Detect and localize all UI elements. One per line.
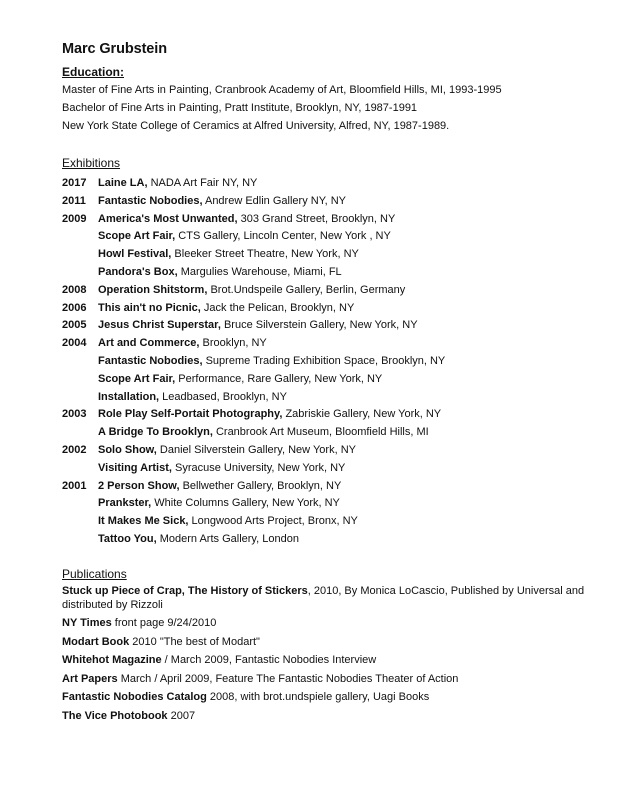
exhibition-venue: Bellwether Gallery, Brooklyn, NY [179, 479, 342, 492]
exhibition-row [62, 193, 602, 211]
exhibition-venue: Bruce Silverstein Gallery, New York, NY [220, 319, 418, 332]
exhibition-title: Prankster, [98, 497, 152, 510]
exhibition-venue: Leadbased, Brooklyn, NY [159, 390, 287, 403]
exhibition-venue: Cranbrook Art Museum, Bloomfield Hills, MI [212, 426, 429, 439]
exhibition-title: Role Play Self-Portait Photography, [98, 408, 283, 421]
exhibition-title: America's Most Unwanted, [98, 212, 238, 225]
publication-title: The Vice Photobook [62, 709, 168, 722]
exhibition-row [62, 300, 602, 318]
exhibition-year: 2004 [62, 337, 87, 350]
exhibition-title: Laine LA, [98, 177, 148, 189]
publication-detail: March / April 2009, Feature The Fantastic Nobodies Theater of Action [117, 672, 459, 685]
exhibition-venue: Jack the Pelican, Brooklyn, NY [200, 301, 355, 314]
publications-heading: Publications [62, 567, 127, 581]
education-line: New York State College of Ceramics at Alfred University, Alfred, NY, 1987-1989. [62, 119, 450, 132]
exhibition-year: 2002 [62, 443, 87, 456]
exhibition-title: Visiting Artist, [98, 461, 172, 474]
exhibition-year: 2005 [62, 319, 87, 332]
exhibition-row [62, 424, 602, 442]
exhibition-year: 2008 [62, 283, 87, 296]
exhibition-venue: Modern Arts Gallery, London [156, 532, 299, 545]
exhibition-venue: Supreme Trading Exhibition Space, Brooklyn, NY [202, 354, 446, 367]
exhibition-venue: Longwood Arts Project, Bronx, NY [188, 515, 358, 528]
exhibition-venue: Daniel Silverstein Gallery, New York, NY [156, 443, 356, 456]
exhibition-venue: Margulies Warehouse, Miami, FL [177, 265, 342, 278]
exhibition-row [62, 264, 602, 282]
exhibition-year: 2017 [62, 177, 87, 189]
exhibition-row [62, 371, 602, 389]
exhibition-title: 2 Person Show, [98, 479, 180, 492]
exhibition-venue: Zabriskie Gallery, New York, NY [282, 408, 442, 421]
publication-detail: front page 9/24/2010 [111, 617, 217, 629]
publication-item [62, 617, 602, 631]
exhibition-title: Pandora's Box, [98, 265, 178, 278]
exhibition-venue: Bleeker Street Theatre, New York, NY [171, 248, 359, 261]
exhibition-row [62, 389, 602, 407]
exhibition-row [62, 513, 602, 531]
publication-item [62, 673, 602, 687]
exhibition-venue: Andrew Edlin Gallery NY, NY [202, 194, 347, 207]
exhibition-title: Solo Show, [98, 443, 157, 456]
education-heading: Education: [62, 65, 124, 79]
exhibition-year: 2001 [62, 479, 87, 492]
exhibition-venue: Brooklyn, NY [199, 337, 267, 350]
exhibition-row [62, 531, 602, 549]
exhibition-title: Howl Festival, [98, 248, 172, 261]
exhibition-year: 2009 [62, 212, 87, 225]
exhibition-row [62, 442, 602, 460]
exhibition-venue: Syracuse University, New York, NY [171, 461, 346, 474]
publication-detail: / March 2009, Fantastic Nobodies Interview [161, 654, 377, 666]
publication-title: Art Papers [62, 672, 118, 685]
exhibition-row [62, 211, 602, 229]
exhibition-title: Scope Art Fair, [98, 372, 176, 385]
publication-title: Modart Book [62, 635, 130, 648]
exhibition-venue: CTS Gallery, Lincoln Center, New York , NY [175, 230, 391, 243]
exhibition-title: Installation, [98, 390, 160, 403]
publication-item [62, 636, 602, 650]
exhibition-row [62, 175, 602, 193]
publication-title: Whitehot Magazine [62, 654, 162, 666]
publication-title: Fantastic Nobodies Catalog [62, 691, 207, 703]
exhibition-row [62, 353, 602, 371]
exhibitions-heading: Exhibitions [62, 156, 121, 170]
exhibition-venue: Performance, Rare Gallery, New York, NY [175, 372, 383, 385]
exhibition-year: 2003 [62, 408, 87, 421]
exhibition-row [62, 317, 602, 335]
publication-detail: 2008, with brot.undspiele gallery, Uagi Books [206, 691, 430, 703]
exhibition-title: A Bridge To Brooklyn, [98, 426, 213, 439]
exhibition-title: This ain't no Picnic, [98, 301, 201, 314]
exhibitions-list [62, 175, 602, 549]
exhibition-row [62, 495, 602, 513]
exhibition-title: It Makes Me Sick, [98, 515, 189, 528]
exhibition-title: Fantastic Nobodies, [98, 194, 203, 207]
exhibition-venue: 303 Grand Street, Brooklyn, NY [237, 212, 396, 225]
exhibition-venue: White Columns Gallery, New York, NY [151, 497, 340, 510]
education-list [62, 82, 602, 135]
artist-name: Marc Grubstein [62, 41, 167, 57]
exhibition-row [62, 246, 602, 264]
publication-item [62, 654, 602, 668]
exhibition-title: Tattoo You, [98, 532, 157, 545]
education-line: Master of Fine Arts in Painting, Cranbrook Academy of Art, Bloomfield Hills, MI, 1993-1995 [62, 84, 502, 96]
exhibition-title: Operation Shitstorm, [98, 283, 208, 296]
publication-item [62, 710, 602, 724]
publication-item [62, 585, 602, 612]
exhibition-row [62, 478, 602, 496]
exhibition-venue: Brot.Undspeile Gallery, Berlin, Germany [207, 283, 406, 296]
exhibition-year: 2006 [62, 301, 87, 314]
exhibition-title: Fantastic Nobodies, [98, 354, 203, 367]
exhibition-title: Art and Commerce, [98, 337, 200, 350]
publication-detail: 2007 [167, 709, 196, 722]
publications-list [62, 585, 602, 728]
publication-title: Stuck up Piece of Crap, The History of Stickers [62, 585, 308, 597]
publication-item [62, 691, 602, 705]
exhibition-row [62, 228, 602, 246]
exhibition-title: Scope Art Fair, [98, 230, 176, 243]
exhibition-row [62, 406, 602, 424]
publication-detail: , 2010, By Monica LoCascio, Published by Universal and distributed by Rizzoli [62, 585, 585, 611]
publication-detail: 2010 "The best of Modart" [129, 635, 260, 648]
education-line: Bachelor of Fine Arts in Painting, Pratt Institute, Brooklyn, NY, 1987-1991 [62, 101, 418, 114]
publication-title: NY Times [62, 617, 112, 629]
exhibition-year: 2011 [62, 194, 86, 207]
exhibition-row [62, 282, 602, 300]
exhibition-row [62, 335, 602, 353]
exhibition-venue: NADA Art Fair NY, NY [147, 177, 258, 189]
exhibition-row [62, 460, 602, 478]
exhibition-title: Jesus Christ Superstar, [98, 319, 221, 332]
